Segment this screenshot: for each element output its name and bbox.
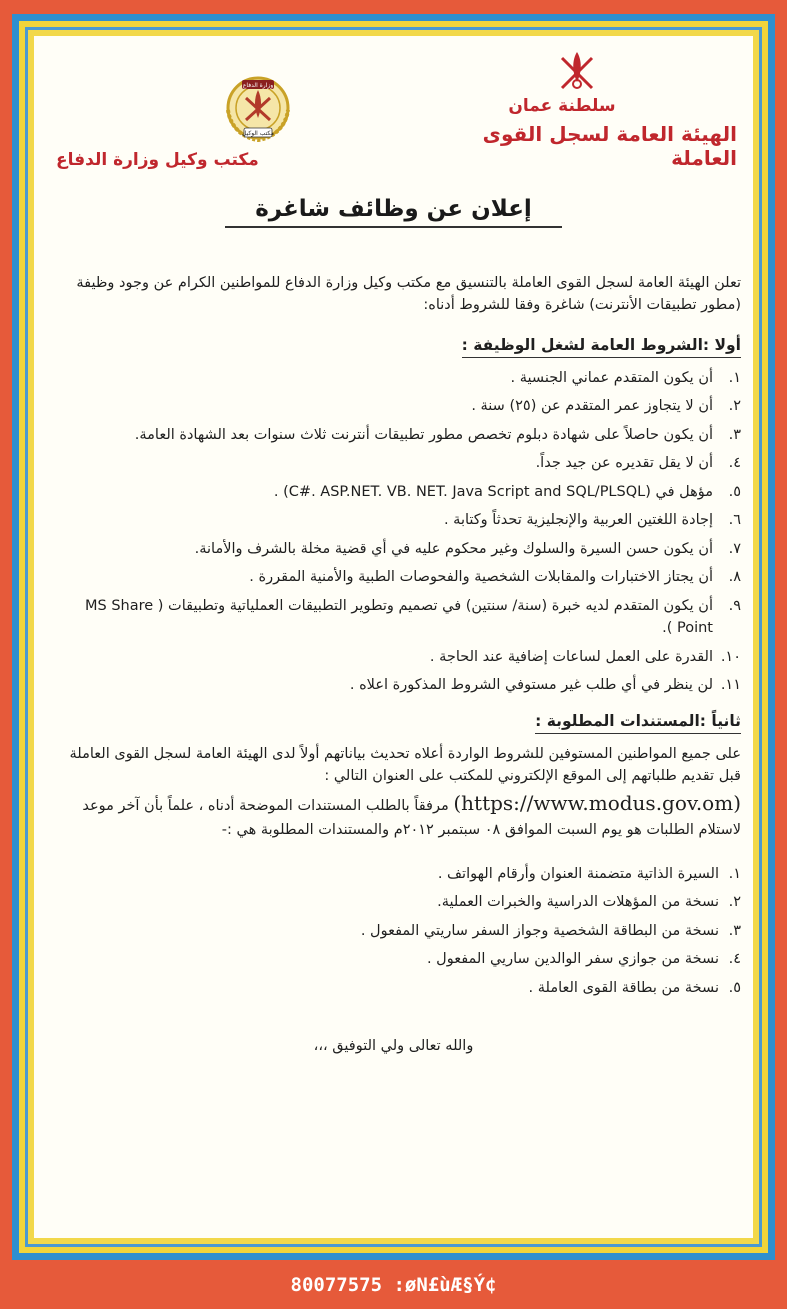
list-item: ٤. أن لا يقل تقديره عن جيد جداً. <box>535 455 741 472</box>
section2-heading: ثانياً :المستندات المطلوبة : <box>46 709 741 733</box>
conditions-list <box>46 367 741 697</box>
documents-paragraph: على جميع المواطنين المستوفين للشروط الواردة أعلاه تحديث بياناتهم أولاً لدى الهيئة العامة لسجل القوى العاملة قبل تقديم طلباتهم إلى الموقع الإلكتروني للمكتب على العنوان التالي : (https://www.modus.gov.om) مرفقاً بالطلب المستندات الموضحة أدناه ، علماً بأن آخر موعد لاستلام الطلبات هو يوم السبت الموافق ٠٨ سبتمبر ٢٠١٢م والمستندات المطلوبة هي :- <box>69 745 741 838</box>
documents-list <box>46 863 741 999</box>
list-item: ٩. أن يكون المتقدم لديه خبرة (سنة/ سنتين) في تصميم وتطوير التطبيقات العملياتية وتطبيقات ( MS Share Point ). <box>85 597 741 637</box>
list-item: ٥. مؤهل في (C#. ASP.NET. VB. NET. Java Script and SQL/PLSQL) . <box>273 483 741 500</box>
announcement-title <box>34 196 753 222</box>
list-item: ٢. نسخة من المؤهلات الدراسية والخبرات العملية. <box>437 894 741 911</box>
announcement-body <box>46 272 741 1058</box>
title-text: إعلان عن وظائف شاغرة <box>225 196 562 228</box>
list-item: ٥. نسخة من بطاقة القوى العاملة . <box>528 979 741 996</box>
list-item: ٦. إجادة اللغتين العربية والإنجليزية تحدثاً وكتابة . <box>443 512 741 529</box>
list-item: ٧. أن يكون حسن السيرة والسلوك وغير محكوم عليه في أي قضية مخلة بالشرف والأمانة. <box>194 540 741 557</box>
closing-line: والله تعالى ولي التوفيق ،،، <box>313 1038 474 1055</box>
ministry-logo-bottom-text: مكتب الوكيل <box>242 130 274 137</box>
oman-emblem-icon <box>554 48 600 94</box>
ministry-logo-icon <box>220 70 296 146</box>
sultanate-name: سلطنة عمان <box>508 96 616 116</box>
ministry-header <box>56 70 296 170</box>
list-item: ٢. أن لا يتجاوز عمر المتقدم عن (٢٥) سنة . <box>471 398 741 415</box>
intro-paragraph: تعلن الهيئة العامة لسجل القوى العاملة بالتنسيق مع مكتب وكيل وزارة الدفاع للمواطنين الكرام عن وجود وظيفة (مطور تطبيقات الأنترنت) شاغرة وفقا للشروط أدناه: <box>76 275 741 314</box>
list-item: ١. أن يكون المتقدم عماني الجنسية . <box>510 369 741 386</box>
list-item: ١١. لن ينظر في أي طلب غير مستوفي الشروط المذكورة اعلاه . <box>349 677 741 694</box>
section1-heading: أولا :الشروط العامة لشغل الوظيفة : <box>46 333 741 357</box>
list-item: ٣. أن يكون حاصلاً على شهادة دبلوم تخصص مطور تطبيقات أنترنت ثلاث سنوات بعد الشهادة العامة. <box>134 426 741 443</box>
list-item: ٣. نسخة من البطاقة الشخصية وجواز السفر ساريتي المفعول . <box>360 922 741 939</box>
website-link[interactable]: (https://www.modus.gov.om) <box>453 790 741 815</box>
authority-header <box>417 48 737 170</box>
list-item: ١. السيرة الذاتية متضمنة العنوان وأرقام الهواتف . <box>437 866 741 882</box>
list-item: ٤. نسخة من جوازي سفر الوالدين ساريي المفعول . <box>426 951 741 968</box>
ministry-logo-top-text: وزارة الدفاع <box>242 82 274 89</box>
list-item: ١٠. القدرة على العمل لساعات إضافية عند الحاجة . <box>429 648 741 665</box>
footer-phone: 80077575 :øN£ùÆ§Ý¢ <box>290 1274 497 1296</box>
list-item: ٨. أن يجتاز الاختبارات والمقابلات الشخصية والفحوصات الطبية والأمنية المقررة . <box>249 569 741 586</box>
authority-name: الهيئة العامة لسجل القوى العاملة <box>482 122 737 170</box>
ministry-name: مكتب وكيل وزارة الدفاع <box>56 150 259 170</box>
announcement-paper <box>34 36 753 1238</box>
